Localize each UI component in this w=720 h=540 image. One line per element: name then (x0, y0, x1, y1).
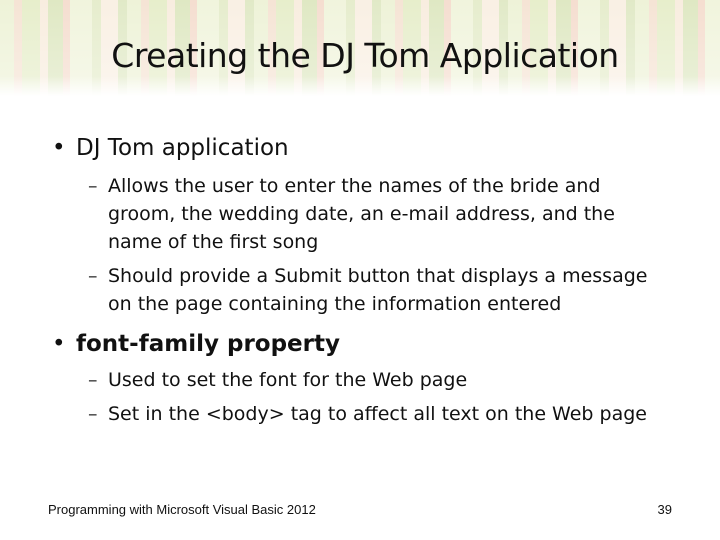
sub-bullet-text-line: Set in the <body> tag to affect all text on the Web page (108, 403, 647, 425)
sub-bullet-text-line: name of the first song (108, 231, 319, 253)
sub-bullet-text-line: groom, the wedding date, an e-mail address, and the (108, 203, 615, 225)
bullet-text: DJ Tom application (76, 135, 289, 161)
bullet-dot-icon: • (52, 135, 66, 161)
sub-bullet-text-line: Used to set the font for the Web page (108, 369, 468, 391)
dash-icon: – (88, 369, 98, 391)
slide-title: Creating the DJ Tom Application (111, 36, 619, 75)
sub-bullet-text-line: on the page containing the information entered (108, 293, 562, 315)
dash-icon: – (88, 175, 98, 197)
bullet-dot-icon: • (52, 331, 66, 357)
page-number: 39 (657, 502, 672, 517)
dash-icon: – (88, 403, 98, 425)
bullet-text: font-family property (76, 331, 340, 357)
sub-bullet-text-line: Allows the user to enter the names of the bride and (108, 175, 601, 197)
footer-course-title: Programming with Microsoft Visual Basic 2012 (48, 502, 316, 517)
sub-bullet-text-line: Should provide a Submit button that displays a message (108, 265, 648, 287)
dash-icon: – (88, 265, 98, 287)
